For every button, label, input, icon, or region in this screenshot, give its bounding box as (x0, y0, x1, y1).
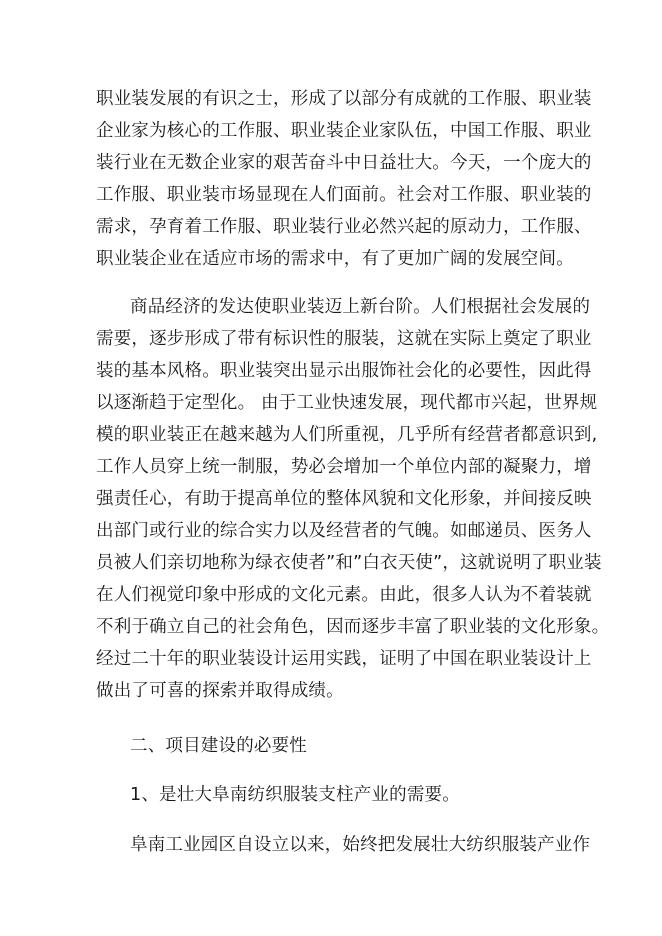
paragraph-3-line-1: 阜南工业园区自设立以来，始终把发展壮大纺织服装产业作 (130, 835, 591, 855)
paragraph-1-line-4: 工作服、职业装市场显现在人们面前。社会对工作服、职业装的 (96, 185, 592, 205)
section-heading: 二、项目建设的必要性 (130, 736, 307, 756)
paragraph-2-line-8: 出部门或行业的综合实力以及经营者的气魄。如邮递员、医务人 (96, 521, 592, 541)
paragraph-2-line-4: 以逐渐趋于定型化。 由于工业快速发展，现代都市兴起，世界规 (96, 393, 598, 413)
paragraph-1-line-3: 装行业在无数企业家的艰苦奋斗中日益壮大。今天，一个庞大的 (96, 153, 592, 173)
paragraph-1-line-1: 职业装发展的有识之士，形成了以部分有成就的工作服、职业装 (96, 89, 592, 109)
paragraph-2-line-1: 商品经济的发达使职业装迈上新台阶。人们根据社会发展的 (130, 297, 591, 317)
paragraph-2-line-3: 装的基本风格。职业装突出显示出服饰社会化的必要性，因此得 (96, 361, 592, 381)
paragraph-2-line-9: 员被人们亲切地称为绿衣使者”和”白衣天使”，这就说明了职业装 (96, 553, 602, 573)
paragraph-2-line-7: 强责任心，有助于提高单位的整体风貌和文化形象，并间接反映 (96, 489, 592, 509)
paragraph-2-line-13: 做出了可喜的探索并取得成绩。 (96, 681, 344, 701)
paragraph-2-line-11: 不利于确立自己的社会角色，因而逐步丰富了职业装的文化形象。 (96, 617, 610, 637)
paragraph-1-line-2: 企业家为核心的工作服、职业装企业家队伍，中国工作服、职业 (96, 121, 592, 141)
paragraph-1-line-5: 需求，孕育着工作服、职业装行业必然兴起的原动力，工作服、 (96, 217, 592, 237)
paragraph-2-line-2: 需要，逐步形成了带有标识性的服装，这就在实际上奠定了职业 (96, 329, 592, 349)
subsection-heading: 1、是壮大阜南纺织服装支柱产业的需要。 (130, 785, 460, 805)
paragraph-2-line-5: 模的职业装正在越来越为人们所重视，几乎所有经营者都意识到, (96, 425, 598, 445)
paragraph-1-line-6: 职业装企业在适应市场的需求中，有了更加广阔的发展空间。 (96, 249, 574, 269)
paragraph-2-line-10: 在人们视觉印象中形成的文化元素。由此，很多人认为不着装就 (96, 585, 592, 605)
paragraph-2-line-6: 工作人员穿上统一制服，势必会增加一个单位内部的凝聚力，增 (96, 457, 592, 477)
paragraph-2-line-12: 经过二十年的职业装设计运用实践，证明了中国在职业装设计上 (96, 649, 592, 669)
